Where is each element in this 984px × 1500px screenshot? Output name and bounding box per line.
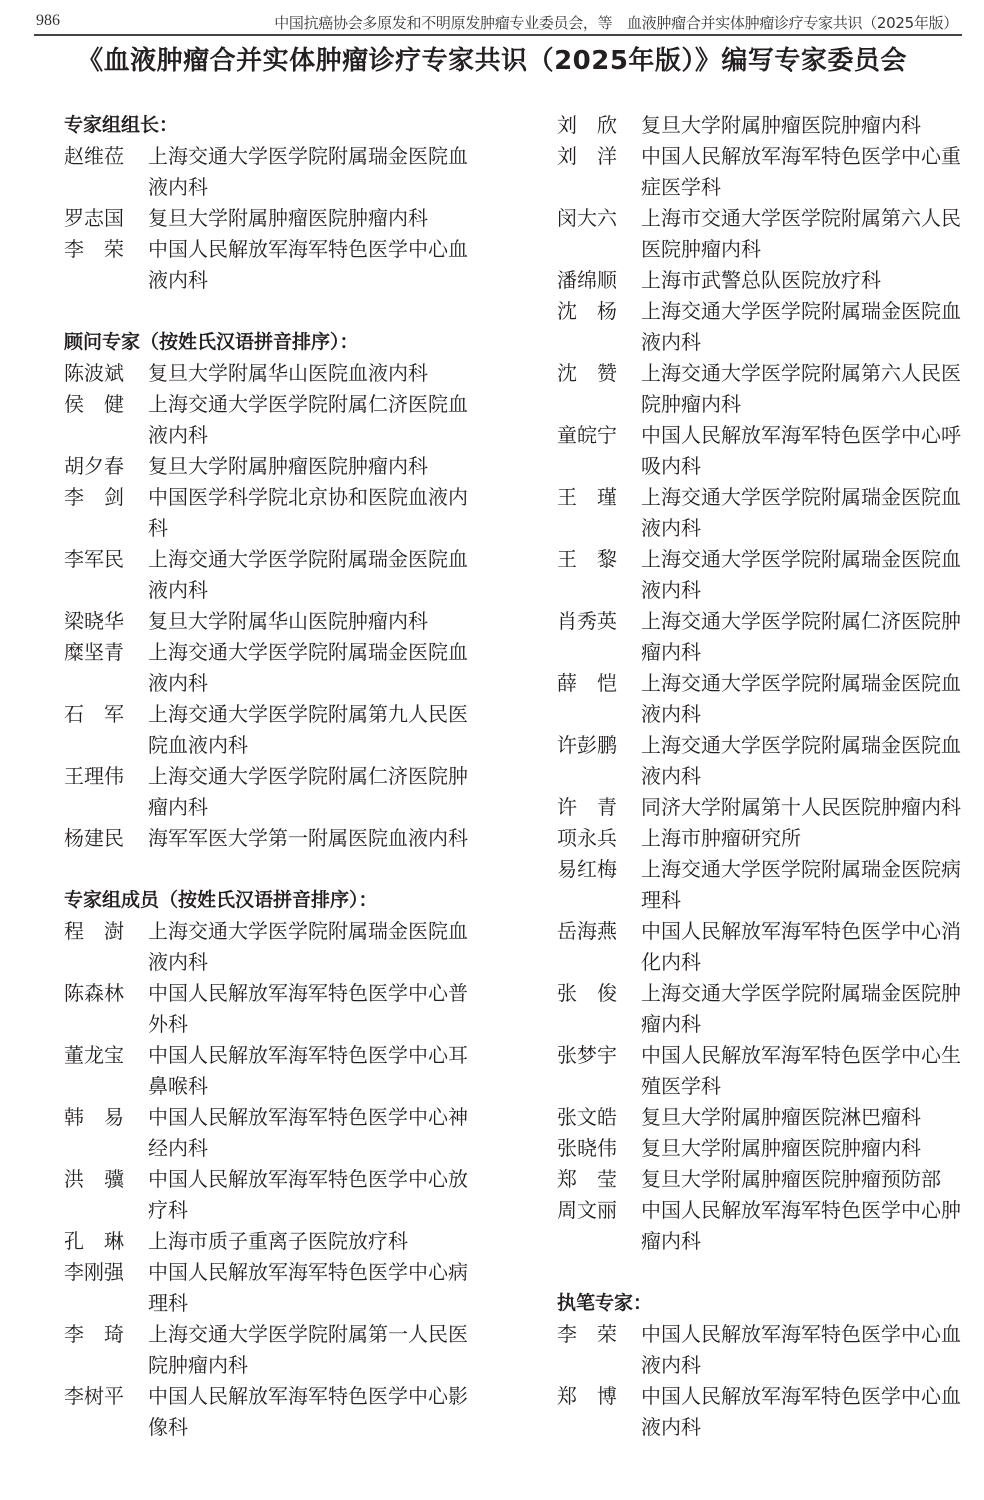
member-entry [64,234,484,296]
member-affiliation: 中国人民解放军海军特色医学中心影像科 [148,1384,468,1439]
member-name: 董龙宝 [64,1043,124,1067]
member-name: 郑 博 [557,1384,617,1408]
member-entry [557,1102,977,1133]
member-entry [557,358,977,420]
left-column [64,110,484,1474]
member-name: 李 荣 [64,237,124,261]
member-affiliation: 上海交通大学医学院附属仁济医院肿瘤内科 [641,609,961,664]
member-entry [64,544,484,606]
member-name: 陈波斌 [64,361,124,385]
member-affiliation: 上海交通大学医学院附属仁济医院肿瘤内科 [148,764,468,819]
member-name: 岳海燕 [557,919,617,943]
member-affiliation: 中国人民解放军海军特色医学中心血液内科 [641,1384,961,1439]
member-name: 童皖宁 [557,423,617,447]
member-entry [557,854,977,916]
member-affiliation: 中国人民解放军海军特色医学中心肿瘤内科 [641,1198,961,1253]
member-name: 肖秀英 [557,609,617,633]
member-affiliation: 中国人民解放军海军特色医学中心消化内科 [641,919,961,974]
member-entry [557,420,977,482]
member-affiliation: 复旦大学附属华山医院血液内科 [148,361,428,385]
member-affiliation: 上海交通大学医学院附属第九人民医院血液内科 [148,702,468,757]
member-affiliation: 上海交通大学医学院附属第一人民医院肿瘤内科 [148,1322,468,1377]
member-affiliation: 上海市质子重离子医院放疗科 [148,1229,408,1253]
member-affiliation: 上海交通大学医学院附属瑞金医院血液内科 [641,671,961,726]
member-name: 李 荣 [557,1322,617,1346]
member-name: 胡夕春 [64,454,124,478]
member-affiliation: 上海交通大学医学院附属瑞金医院血液内科 [148,640,468,695]
committee-section [64,885,484,1443]
member-affiliation: 中国人民解放军海军特色医学中心普外科 [148,981,468,1036]
member-entry [64,1164,484,1226]
member-affiliation: 中国人民解放军海军特色医学中心血液内科 [641,1322,961,1377]
running-header [34,10,962,36]
member-affiliation: 上海交通大学医学院附属仁济医院血液内科 [148,392,468,447]
member-affiliation: 上海交通大学医学院附属第六人民医院肿瘤内科 [641,361,961,416]
member-affiliation: 上海交通大学医学院附属瑞金医院血液内科 [641,485,961,540]
member-entry [557,606,977,668]
member-entry [64,1102,484,1164]
member-entry [557,1164,977,1195]
member-entry [557,141,977,203]
member-entry [64,141,484,203]
member-affiliation: 复旦大学附属肿瘤医院肿瘤预防部 [641,1167,941,1191]
member-entry [64,358,484,389]
member-name: 张文皓 [557,1105,617,1129]
member-name: 梁晓华 [64,609,124,633]
member-name: 闵大六 [557,206,617,230]
member-affiliation: 上海交通大学医学院附属瑞金医院血液内科 [641,547,961,602]
member-entry [557,1381,977,1443]
member-affiliation: 中国人民解放军海军特色医学中心重症医学科 [641,144,961,199]
member-name: 沈 杨 [557,299,617,323]
member-affiliation: 复旦大学附属肿瘤医院肿瘤内科 [148,206,428,230]
member-affiliation: 上海市交通大学医学院附属第六人民医院肿瘤内科 [641,206,961,261]
member-affiliation: 中国人民解放军海军特色医学中心神经内科 [148,1105,468,1160]
member-name: 韩 易 [64,1105,124,1129]
committee-section [64,327,484,854]
member-entry [64,823,484,854]
member-affiliation: 中国人民解放军海军特色医学中心病理科 [148,1260,468,1315]
member-entry [557,1040,977,1102]
member-affiliation: 上海交通大学医学院附属瑞金医院血液内科 [148,919,468,974]
member-name: 许彭鹏 [557,733,617,757]
member-affiliation: 同济大学附属第十人民医院肿瘤内科 [641,795,961,819]
member-name: 郑 莹 [557,1167,617,1191]
member-name: 张 俊 [557,981,617,1005]
member-affiliation: 中国人民解放军海军特色医学中心耳鼻喉科 [148,1043,468,1098]
member-entry [557,1319,977,1381]
member-affiliation: 上海交通大学医学院附属瑞金医院血液内科 [641,733,961,788]
committee-section [557,110,977,1257]
member-entry [64,637,484,699]
member-entry [557,110,977,141]
member-affiliation: 中国人民解放军海军特色医学中心血液内科 [148,237,468,292]
section-title: 专家组成员（按姓氏汉语拼音排序）： [64,889,378,911]
member-name: 孔 琳 [64,1229,124,1253]
member-name: 沈 赞 [557,361,617,385]
member-name: 陈森林 [64,981,124,1005]
member-name: 赵维莅 [64,144,124,168]
member-entry [64,1319,484,1381]
member-name: 洪 骥 [64,1167,124,1191]
member-entry [557,544,977,606]
member-name: 李刚强 [64,1260,124,1284]
member-affiliation: 上海市武警总队医院放疗科 [641,268,881,292]
member-affiliation: 上海交通大学医学院附属瑞金医院病理科 [641,857,961,912]
member-entry [64,916,484,978]
member-affiliation: 上海市肿瘤研究所 [641,826,801,850]
member-entry [557,668,977,730]
section-title: 顾问专家（按姓氏汉语拼音排序）： [64,331,359,353]
member-name: 王 瑾 [557,485,617,509]
member-entry [64,1040,484,1102]
member-name: 罗志国 [64,206,124,230]
member-name: 杨建民 [64,826,124,850]
member-entry [64,1226,484,1257]
committee-section [64,110,484,296]
section-title: 专家组组长： [64,114,179,136]
page-number: 986 [36,12,60,29]
member-entry [64,451,484,482]
member-name: 张晓伟 [557,1136,617,1160]
member-entry [557,296,977,358]
member-entry [557,1133,977,1164]
member-name: 糜坚青 [64,640,124,664]
committee-section [557,1288,977,1443]
member-name: 李军民 [64,547,124,571]
member-affiliation: 中国人民解放军海军特色医学中心生殖医学科 [641,1043,961,1098]
member-affiliation: 上海交通大学医学院附属瑞金医院血液内科 [148,547,468,602]
member-name: 王 黎 [557,547,617,571]
member-name: 潘绵顺 [557,268,617,292]
member-entry [64,389,484,451]
member-entry [557,482,977,544]
member-entry [557,265,977,296]
member-entry [557,1195,977,1257]
member-entry [64,1257,484,1319]
member-affiliation: 复旦大学附属肿瘤医院淋巴瘤科 [641,1105,921,1129]
member-name: 李 剑 [64,485,124,509]
member-name: 薛 恺 [557,671,617,695]
member-entry [64,1381,484,1443]
member-name: 张梦宇 [557,1043,617,1067]
member-name: 许 青 [557,795,617,819]
member-name: 王理伟 [64,764,124,788]
member-entry [557,730,977,792]
member-name: 周文丽 [557,1198,617,1222]
member-entry [557,916,977,978]
member-name: 刘 欣 [557,113,617,137]
member-affiliation: 复旦大学附属肿瘤医院肿瘤内科 [148,454,428,478]
member-entry [64,761,484,823]
member-entry [557,792,977,823]
member-entry [64,699,484,761]
member-name: 石 军 [64,702,124,726]
member-affiliation: 中国医学科学院北京协和医院血液内科 [148,485,468,540]
member-entry [64,606,484,637]
member-name: 李树平 [64,1384,124,1408]
member-name: 刘 洋 [557,144,617,168]
member-name: 易红梅 [557,857,617,881]
member-affiliation: 上海交通大学医学院附属瑞金医院肿瘤内科 [641,981,961,1036]
member-entry [64,482,484,544]
member-entry [557,978,977,1040]
page-title: 《血液肿瘤合并实体肿瘤诊疗专家共识（2025年版）》编写专家委员会 [77,46,907,76]
member-entry [64,978,484,1040]
member-affiliation: 复旦大学附属肿瘤医院肿瘤内科 [641,1136,921,1160]
right-column [557,110,977,1474]
member-entry [64,203,484,234]
member-name: 李 琦 [64,1322,124,1346]
member-name: 项永兵 [557,826,617,850]
member-affiliation: 上海交通大学医学院附属瑞金医院血液内科 [641,299,961,354]
member-affiliation: 中国人民解放军海军特色医学中心放疗科 [148,1167,468,1222]
member-name: 程 澍 [64,919,124,943]
section-title: 执笔专家： [557,1292,653,1314]
member-affiliation: 上海交通大学医学院附属瑞金医院血液内科 [148,144,468,199]
running-title: 中国抗癌协会多原发和不明原发肿瘤专业委员会，等 血液肿瘤合并实体肿瘤诊疗专家共识（2025年版） [274,14,958,32]
member-affiliation: 中国人民解放军海军特色医学中心呼吸内科 [641,423,961,478]
member-entry [557,823,977,854]
member-name: 侯 健 [64,392,124,416]
member-affiliation: 复旦大学附属华山医院肿瘤内科 [148,609,428,633]
member-affiliation: 海军军医大学第一附属医院血液内科 [148,826,468,850]
member-affiliation: 复旦大学附属肿瘤医院肿瘤内科 [641,113,921,137]
member-entry [557,203,977,265]
